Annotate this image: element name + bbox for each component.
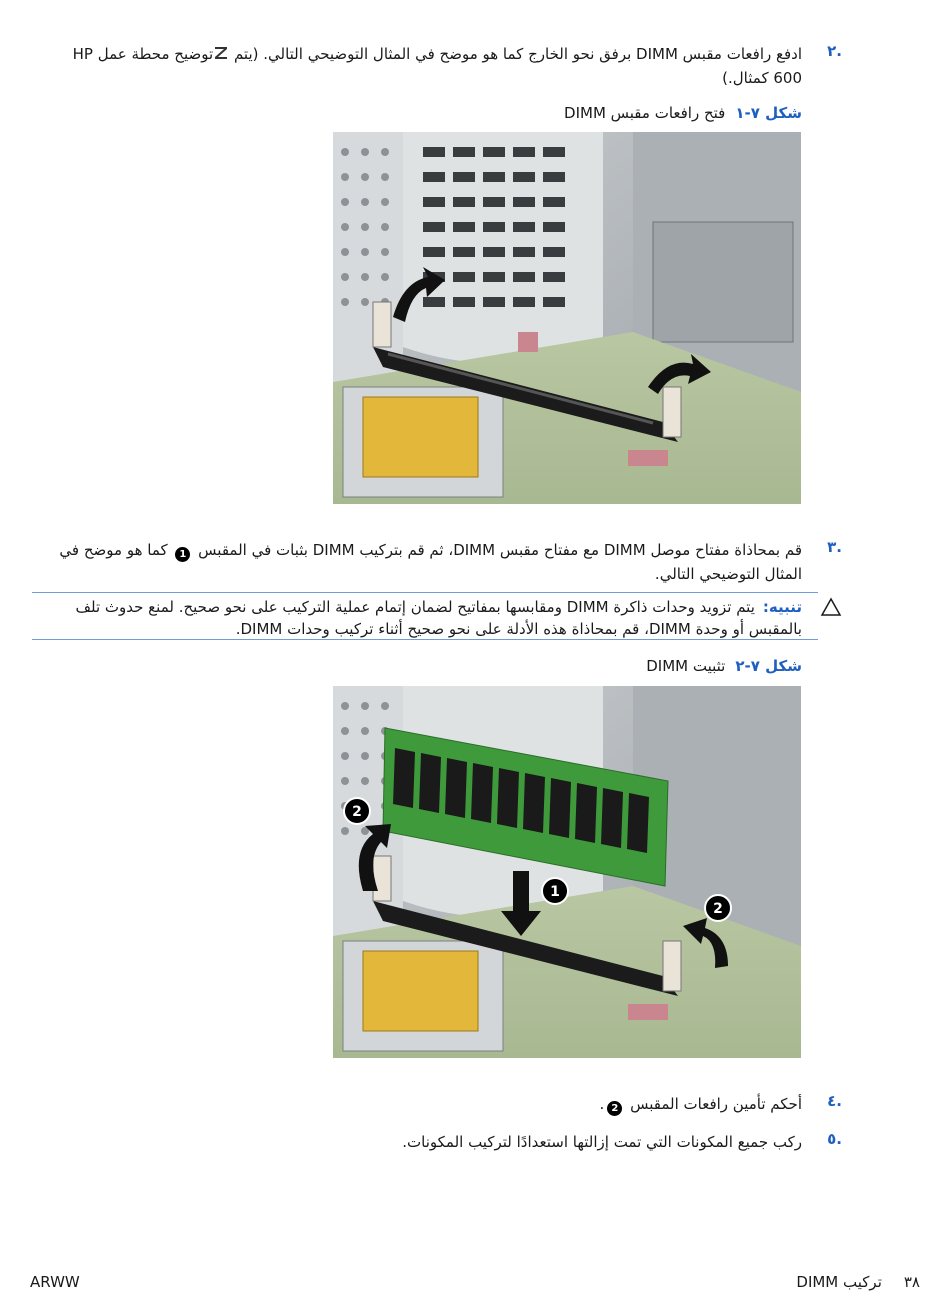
svg-text:2: 2 xyxy=(352,804,362,820)
figure-2-caption xyxy=(646,657,802,675)
callout-1-icon: 1 xyxy=(175,547,190,562)
step-4-text-body: أحكم تأمين رافعات المقبس xyxy=(625,1095,802,1113)
figure-2-label: شكل ٧-٢ xyxy=(735,657,802,675)
footer-page-number: ٣٨ xyxy=(903,1273,920,1291)
caution-body: يتم تزويد وحدات ذاكرة DIMM ومقابسها بمفاتيح لضمان إتمام عملية التركيب على نحو صحيح. لمنع حدوث تلف بالمقبس أو وحدة DIMM، قم بمحاذاة هذه الأدلة على نحو صحيح أثناء تركيب وحدات DIMM. xyxy=(75,598,802,638)
step-2-text-before: ادفع رافعات مقبس DIMM برفق نحو الخارج كما هو موضح في المثال التوضيحي التالي. (يتم xyxy=(229,45,802,63)
svg-text:2: 2 xyxy=(713,901,723,917)
caution-label: تنبيه: xyxy=(762,598,802,616)
figure-2-image xyxy=(333,686,801,1058)
figure-1-title: فتح رافعات مقبس DIMM xyxy=(564,104,726,122)
figure-1-label: شكل ٧-١ xyxy=(735,104,802,122)
z-logo-icon xyxy=(213,44,229,60)
svg-text:1: 1 xyxy=(550,884,560,900)
figure-1-image xyxy=(333,132,801,504)
callout-2-icon: 2 xyxy=(607,1101,622,1116)
footer-page xyxy=(796,1273,920,1291)
footer-doc-code: ARWW xyxy=(30,1273,80,1291)
warning-triangle-icon xyxy=(820,597,842,617)
step-5-text: ركب جميع المكونات التي تمت إزالتها استعدادًا لتركيب المكونات. xyxy=(402,1133,802,1151)
caution-text xyxy=(27,596,802,640)
step-4-text-end: . xyxy=(599,1095,605,1113)
figure-1-caption xyxy=(564,104,802,122)
figure-2-callout-2-left xyxy=(344,798,370,824)
step-4-number: .٤ xyxy=(827,1092,842,1110)
figure-2-callout-1 xyxy=(542,878,568,904)
step-3-number: .٣ xyxy=(827,538,842,556)
step-3-text-part2: كما هو موضح في المثال التوضيحي التالي. xyxy=(59,541,802,583)
figure-2-title: تثبيت DIMM xyxy=(646,657,726,675)
step-2-number: .٢ xyxy=(827,42,842,60)
step-2-text-after: توضيح محطة عمل HP 600 كمثال.) xyxy=(72,45,802,87)
footer-section: تركيب DIMM xyxy=(796,1273,882,1291)
step-2-text xyxy=(52,42,802,90)
step-3-text xyxy=(52,538,802,586)
step-3-text-part1: قم بمحاذاة مفتاح موصل DIMM مع مفتاح مقبس DIMM، ثم قم بتركيب DIMM بثبات في المقبس xyxy=(193,541,802,559)
step-5-number: .٥ xyxy=(827,1130,842,1148)
step-4-text xyxy=(52,1092,802,1116)
figure-2-callout-2-right xyxy=(705,895,731,921)
